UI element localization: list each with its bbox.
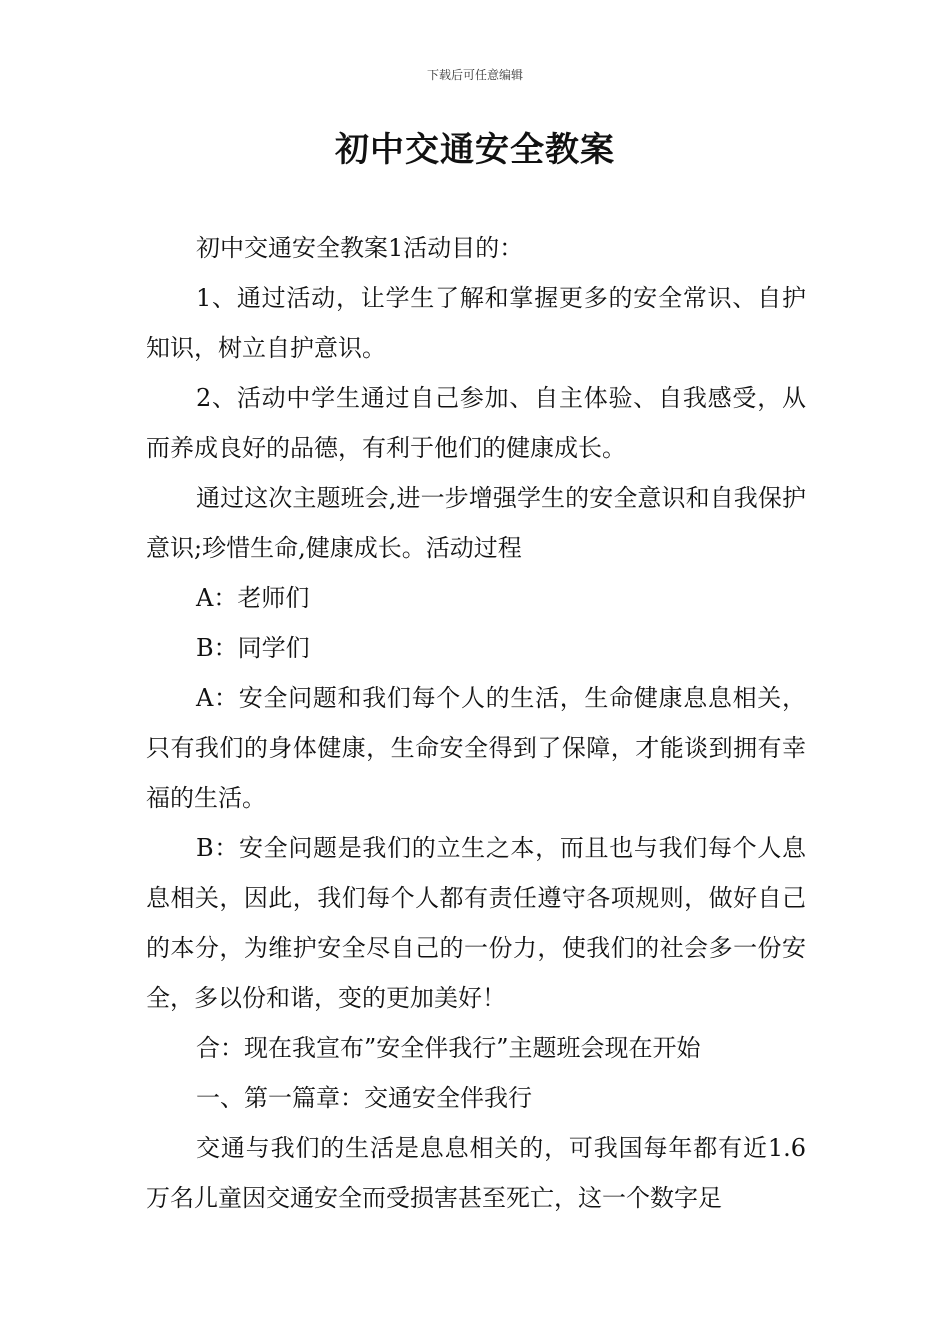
document-title: 初中交通安全教案	[335, 130, 615, 170]
paragraph-a-teachers: A：老师们	[196, 584, 310, 612]
paragraph-goal-2: 2、活动中学生通过自己参加、自主体验、自我感受，从而养成良好的品德，有利于他们的健康成长。	[146, 384, 806, 462]
paragraph-chapter-1: 一、第一篇章：交通安全伴我行	[196, 1084, 532, 1112]
paragraph-a-speech: A：安全问题和我们每个人的生活，生命健康息息相关，只有我们的身体健康，生命安全得到了保障，才能谈到拥有幸福的生活。	[146, 684, 806, 812]
paragraph-b-students: B：同学们	[196, 634, 310, 662]
header-note: 下载后可任意编辑	[426, 68, 523, 82]
paragraph-intro: 初中交通安全教案1活动目的：	[196, 234, 524, 262]
document-body	[146, 223, 806, 1223]
paragraph-b-speech: B：安全问题是我们的立生之本，而且也与我们每个人息息相关，因此，我们每个人都有责任遵守各项规则，做好自己的本分，为维护安全尽自己的一份力，使我们的社会多一份安全，多以份和谐，变的更加美好！	[146, 834, 806, 1012]
paragraph-purpose: 通过这次主题班会,进一步增强学生的安全意识和自我保护意识;珍惜生命,健康成长。活动过程	[146, 484, 806, 562]
paragraph-together: 合：现在我宣布”安全伴我行”主题班会现在开始	[196, 1034, 701, 1062]
paragraph-traffic: 交通与我们的生活是息息相关的，可我国每年都有近1.6万名儿童因交通安全而受损害甚至死亡，这一个数字足	[146, 1134, 806, 1212]
paragraph-goal-1: 1、通过活动，让学生了解和掌握更多的安全常识、自护知识，树立自护意识。	[146, 284, 806, 362]
